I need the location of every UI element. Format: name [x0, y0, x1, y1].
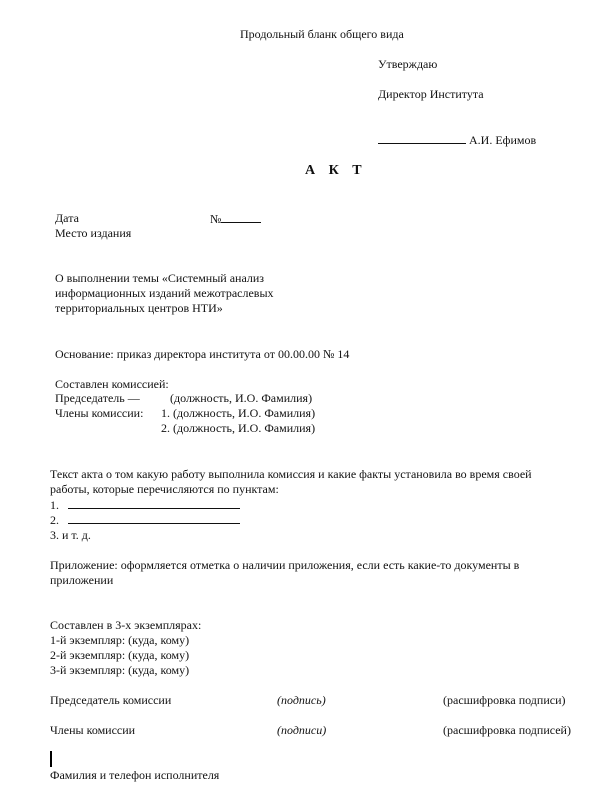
copies-header: Составлен в 3-х экземплярах:: [50, 618, 202, 632]
copy-2: 2-й экземпляр: (куда, кому): [50, 648, 190, 662]
number-label: №: [210, 212, 222, 226]
body-item-3: 3. и т. д.: [50, 528, 91, 542]
item-number: 1.: [50, 498, 59, 512]
text-cursor[interactable]: [50, 751, 52, 767]
commission-header: Составлен комиссией:: [55, 377, 169, 391]
chair-label: Председатель —: [55, 391, 140, 405]
chair-signature: (подпись): [277, 693, 326, 707]
member-2: 2. (должность, И.О. Фамилия): [161, 421, 316, 435]
executor-label: Фамилия и телефон исполнителя: [50, 768, 220, 782]
body-item-1: [50, 497, 240, 513]
subject-line-2: информационных изданий межотраслевых: [55, 286, 274, 300]
form-type-caption: Продольный бланк общего вида: [240, 27, 404, 41]
members-label: Члены комиссии:: [55, 406, 144, 420]
body-item-2: [50, 512, 240, 528]
members-signature-label: Члены комиссии: [50, 723, 136, 737]
date-label: Дата: [55, 211, 79, 225]
copy-3: 3-й экземпляр: (куда, кому): [50, 663, 190, 677]
appendix-line-2: приложении: [50, 573, 114, 587]
item-number: 2.: [50, 513, 59, 527]
director-signature-line: [378, 132, 536, 148]
signature-blank: [378, 132, 466, 144]
item-blank: [68, 497, 240, 509]
number-field: [210, 211, 261, 227]
appendix-line-1: Приложение: оформляется отметка о наличии приложения, если есть какие-то документы в: [50, 558, 520, 572]
document-title: А К Т: [305, 163, 367, 178]
basis-text: Основание: приказ директора института от 00.00.00 № 14: [55, 347, 350, 361]
subject-line-1: О выполнении темы «Системный анализ: [55, 271, 265, 285]
director-name: А.И. Ефимов: [469, 133, 537, 147]
members-signature: (подписи): [277, 723, 327, 737]
members-signature-decode: (расшифровка подписей): [443, 723, 571, 737]
body-line-2: работы, которые перечисляются по пунктам:: [50, 482, 279, 496]
body-line-1: Текст акта о том какую работу выполнила комиссия и какие факты установила во время своей: [50, 467, 532, 481]
copy-1: 1-й экземпляр: (куда, кому): [50, 633, 190, 647]
place-label: Место издания: [55, 226, 132, 240]
chair-value: (должность, И.О. Фамилия): [170, 391, 313, 405]
director-title: Директор Института: [378, 87, 484, 101]
chair-signature-label: Председатель комиссии: [50, 693, 172, 707]
subject-line-3: территориальных центров НТИ»: [55, 301, 223, 315]
item-blank: [68, 512, 240, 524]
chair-signature-decode: (расшифровка подписи): [443, 693, 566, 707]
approve-label: Утверждаю: [378, 57, 438, 71]
member-1: 1. (должность, И.О. Фамилия): [161, 406, 316, 420]
number-blank: [221, 211, 261, 223]
